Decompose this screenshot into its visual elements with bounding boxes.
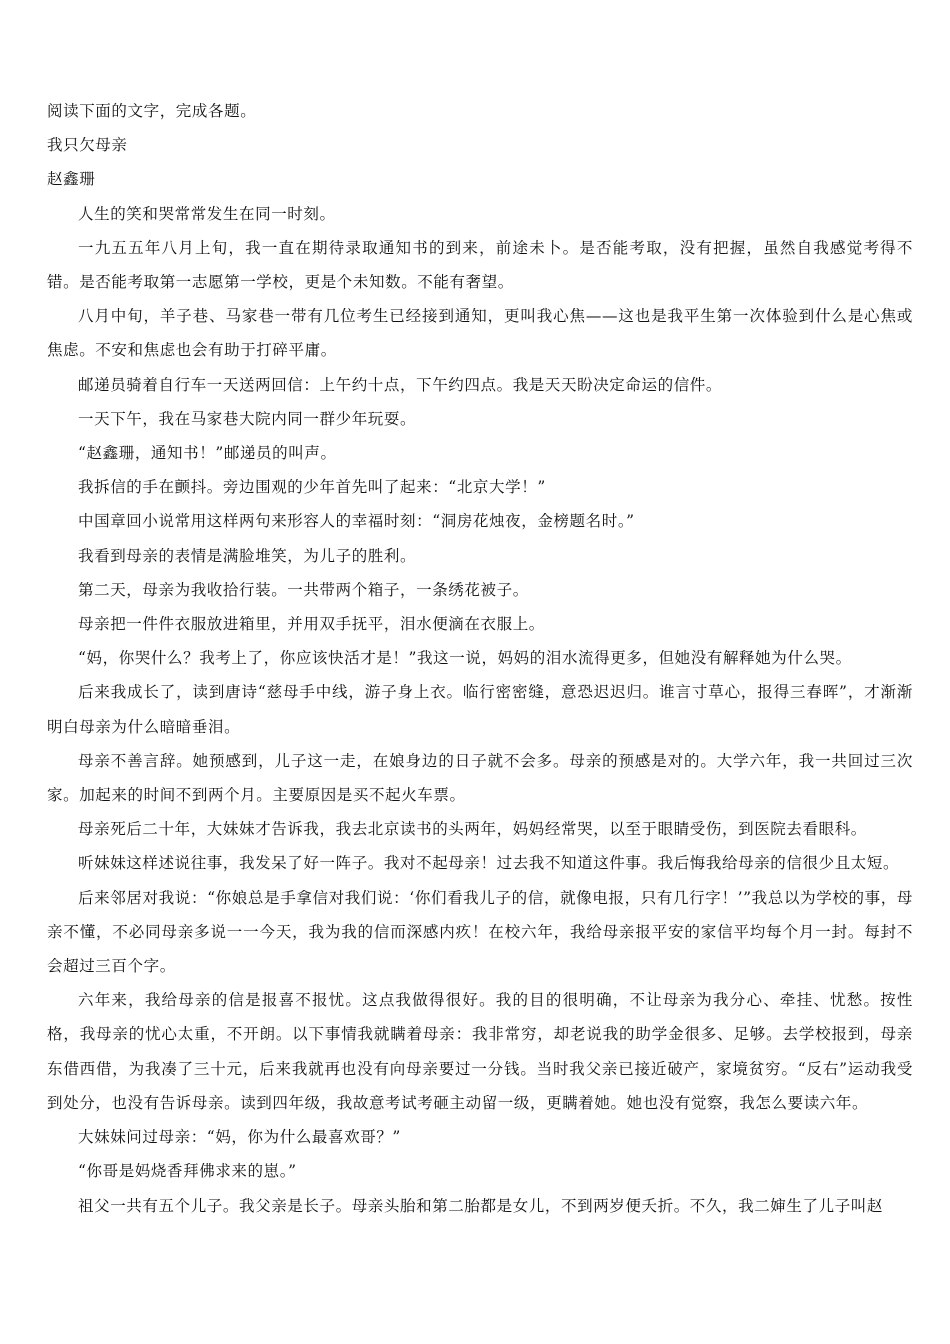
paragraph: 母亲不善言辞。她预感到，儿子这一走，在娘身边的日子就不会多。母亲的预感是对的。大学六年，我一共回过三次家。加起来的时间不到两个月。主要原因是买不起火车票。 (47, 751, 913, 805)
paragraph: “赵鑫珊，通知书！”邮递员的叫声。 (78, 444, 337, 463)
paragraph: 八月中旬，羊子巷、马家巷一带有几位考生已经接到通知，更叫我心焦——这也是我平生第一次体验到什么是心焦或焦虑。不安和焦虑也会有助于打碎平庸。 (47, 307, 913, 360)
document-page (47, 94, 913, 1223)
paragraph: 祖父一共有五个儿子。我父亲是长子。母亲头胎和第二胎都是女儿，不到两岁便夭折。不久，我二婶生了儿子叫赵 (78, 1196, 884, 1215)
paragraph: 邮递员骑着自行车一天送两回信：上午约十点，下午约四点。我是天天盼决定命运的信件。 (78, 375, 723, 394)
paragraph: 母亲把一件件衣服放进箱里，并用双手抚平，泪水便滴在衣服上。 (78, 615, 545, 634)
reading-instruction: 阅读下面的文字，完成各题。 (47, 102, 257, 120)
paragraph: 一九五五年八月上旬，我一直在期待录取通知书的到来，前途未卜。是否能考取，没有把握，虽然自我感觉考得不错。是否能考取第一志愿第一学校，更是个未知数。不能有奢望。 (47, 238, 913, 292)
article-author: 赵鑫珊 (47, 170, 96, 189)
paragraph: 人生的笑和哭常常发生在同一时刻。 (78, 204, 336, 223)
paragraph: 听妹妹这样述说往事，我发呆了好一阵子。我对不起母亲！过去我不知道这件事。我后悔我给母亲的信很少且太短。 (78, 854, 900, 873)
paragraph: 后来我成长了，读到唐诗“慈母手中线，游子身上衣。临行密密缝，意恐迟迟归。谁言寸草心，报得三春晖”，才渐渐明白母亲为什么暗暗垂泪。 (47, 683, 913, 736)
paragraph: 六年来，我给母亲的信是报喜不报忧。这点我做得很好。我的目的很明确，不让母亲为我分心、牵挂、忧愁。按性格，我母亲的忧心太重，不开朗。以下事情我就瞒着母亲：我非常穷，却老说我的助学金很多、足够。去学校报到，母亲东借西借，为我凑了三十元，后来我就再也没有向母亲要过一分钱。当时我父亲已接近破产，家境贫穷。“反右”运动我受到处分，也没有告诉母亲。读到四年级，我故意考试考砸主动留一级，更瞒着她。她也没有觉察，我怎么要读六年。 (47, 991, 913, 1112)
paragraph: 大妹妹问过母亲：“妈，你为什么最喜欢哥？” (78, 1128, 401, 1147)
paragraph: 我拆信的手在颤抖。旁边围观的少年首先叫了起来：“北京大学！” (78, 478, 546, 497)
paragraph: 我看到母亲的表情是满脸堆笑，为儿子的胜利。 (78, 546, 417, 565)
paragraph: 第二天，母亲为我收拾行装。一共带两个箱子，一条绣花被子。 (78, 580, 529, 599)
paragraph: “你哥是妈烧香拜佛求来的崽。” (78, 1162, 297, 1181)
paragraph: 后来邻居对我说：“你娘总是手拿信对我们说：‘你们看我儿子的信，就像电报，只有几行字！’”我总以为学校的事，母亲不懂，不必同母亲多说一一今天，我为我的信而深感内疚！在校六年，我给母亲报平安的家信平均每个月一封。每封不会超过三百个字。 (47, 888, 913, 976)
paragraph: 一天下午，我在马家巷大院内同一群少年玩耍。 (78, 409, 417, 428)
article-title: 我只欠母亲 (47, 136, 128, 155)
paragraph: 母亲死后二十年，大妹妹才告诉我，我去北京读书的头两年，妈妈经常哭，以至于眼睛受伤，到医院去看眼科。 (78, 820, 867, 839)
paragraph: 中国章回小说常用这样两句来形容人的幸福时刻：“洞房花烛夜，金榜题名时。” (78, 512, 635, 531)
paragraph: “妈，你哭什么？我考上了，你应该快活才是！”我这一说，妈妈的泪水流得更多，但她没有解释她为什么哭。 (78, 649, 852, 668)
